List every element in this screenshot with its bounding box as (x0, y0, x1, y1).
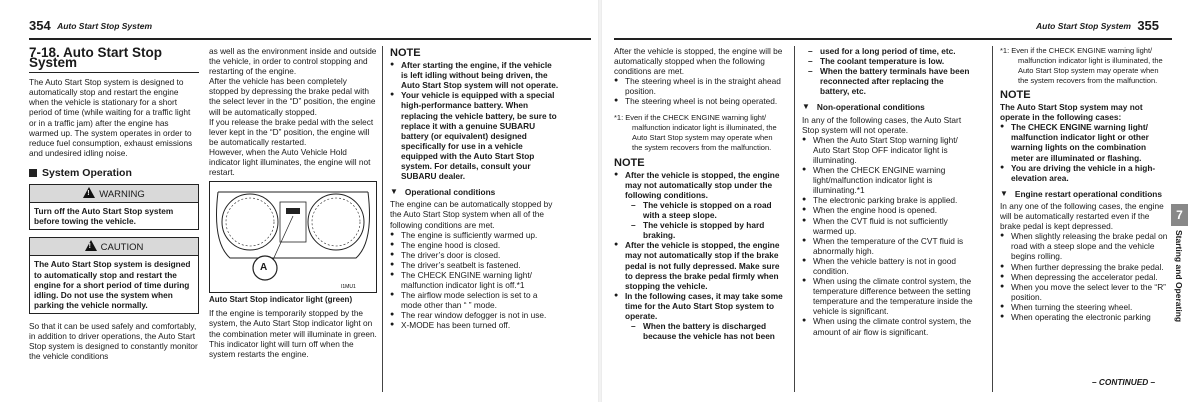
left-page-number: 354 (29, 18, 51, 33)
list-item: ● X-MODE has been turned off. (390, 320, 560, 330)
right-header-rule (614, 38, 1172, 40)
list-item: ● The electronic parking brake is applied. (802, 195, 974, 205)
op-cond-intro: The engine can be automatically stopped by the Auto Start Stop system when all of the following conditions are met. (390, 199, 553, 230)
list-item: ● The CHECK ENGINE warning light/ malfunction indicator light is off.*1 (390, 270, 560, 290)
list-item: ● When operating the electronic parking (1000, 312, 1170, 322)
note-subitem: – When the battery is discharged because the vehicle has not been (625, 321, 784, 341)
nonop-list (802, 135, 974, 337)
list-item: ● When using the climate control system, the amount of air flow is significant. (802, 316, 974, 336)
warning-box (29, 184, 199, 230)
left-column-3 (390, 46, 560, 331)
caution-triangle-icon (85, 240, 97, 251)
col2-paragraph-4: However, when the Auto Vehicle Hold indicator light illuminates, the engine will not restart. (209, 146, 371, 178)
footnote-2: *1: Even if the CHECK ENGINE warning light/ malfunction indicator light is illuminated, the Auto Start Stop system may operate when the system recovers from the malfunction. (1000, 46, 1163, 85)
down-triangle-icon: ▼ (1000, 188, 1008, 198)
right-column-divider-1 (794, 46, 795, 392)
down-triangle-icon: ▼ (802, 102, 810, 112)
list-item: ● The driver’s door is closed. (390, 250, 560, 260)
note-item: ● After the vehicle is stopped, the engine may not automatically stop under the following conditions. – The vehicle is stopped on a road with a steep slope. – The vehicle is stopped by hard braking. (614, 170, 784, 241)
note-label-right: NOTE (614, 156, 645, 169)
note-list (390, 60, 560, 181)
nonop-intro: In any of the following cases, the Auto Start Stop system will not operate. (802, 114, 962, 135)
col2-after-figure: If the engine is temporarily stopped by the system, the Auto Start Stop indicator light on the combination meter will illuminate in green. This indicator light will turn off when the system restarts the engine. (209, 308, 377, 359)
note-subitem: – The vehicle is stopped by hard braking. (625, 220, 784, 240)
right-page-number: 355 (1137, 18, 1160, 33)
op-cond-list (390, 230, 560, 331)
left-column-2 (209, 46, 377, 359)
list-item: ● When the engine hood is opened. (802, 205, 974, 215)
col2-paragraph-2: After the vehicle has been completely stopped by depressing the brake pedal with the select lever in the “D” position, the engine will be automatically stopped. (209, 76, 376, 117)
list-item: ● When the temperature of the CVT fluid is abnormally high. (802, 236, 974, 256)
auto-stop-a-icon: A (260, 262, 268, 274)
restart-intro: In any one of the following cases, the engine will be automatically restarted even if the brake pedal is kept depressed. (1000, 200, 1164, 232)
list-item: ● The steering wheel is not being operated. (614, 96, 784, 106)
right-page (600, 0, 1200, 402)
left-header-title: Auto Start Stop System (57, 21, 153, 31)
note2-list (1000, 122, 1170, 183)
note-subitem: – When the battery terminals have been reconnected after replacing the battery, etc. (802, 66, 974, 96)
warning-triangle-icon (83, 187, 95, 198)
operational-conditions-heading: ▼ Operational conditions (390, 187, 496, 198)
note-label: NOTE (390, 47, 421, 59)
caution-text: The Auto Start Stop system is designed to automatically stop and restart the engine for a short period of time during idling. Do not use the system when parking the vehicle normally. (34, 259, 191, 310)
section-title: 7-18. Auto Start Stop System (29, 48, 199, 73)
list-item: ● When the Auto Start Stop warning light/ Auto Start Stop OFF indicator light is illuminating. (802, 135, 974, 165)
non-operational-heading: ▼ Non-operational conditions (802, 102, 925, 113)
system-operation-heading: System Operation (29, 168, 199, 178)
continued-note-list (802, 46, 974, 96)
list-item: ● The steering wheel is in the straight ahead position. (614, 76, 784, 96)
left-header-rule (29, 38, 591, 40)
chapter-tab: 7 (1171, 204, 1188, 226)
note-item: ● After the vehicle is stopped, the engine may not automatically stop if the brake pedal is not fully depressed. Make sure to depress the brake pedal firmly when stopping the vehicle. (614, 240, 784, 290)
figure-code: I1MU1 (341, 284, 356, 291)
col2-paragraph-3: If you release the brake pedal with the select lever kept in the “D” position, the engine will be automatically restarted. (209, 116, 374, 147)
note-item: ● After starting the engine, if the vehicle is left idling without being driven, the Auto Start Stop system will not operate. (390, 60, 560, 90)
warning-text: Turn off the Auto Start Stop system before towing the vehicle. (34, 206, 174, 227)
col2-paragraph-1: as well as the environment inside and outside the vehicle, in order to control stopping and restarting of the engine. (209, 46, 377, 77)
list-item: ● The engine hood is closed. (390, 240, 560, 250)
list-item: ● When the vehicle battery is not in good condition. (802, 256, 974, 276)
list-item: ● The engine is sufficiently warmed up. (390, 230, 560, 240)
note-label-right-2: NOTE (1000, 89, 1031, 101)
warning-header: !WARNING (30, 185, 198, 203)
right-col1-list (614, 76, 784, 106)
note-item: ● In the following cases, it may take some time for the Auto Start Stop system to operate. – When the battery is discharged because the vehicle has not been (614, 291, 784, 341)
right-note-list (614, 170, 784, 342)
right-header-title: Auto Start Stop System (1036, 21, 1131, 31)
note-subitem: – The coolant temperature is low. (802, 56, 974, 66)
continued-text: – used for a long period of time, etc. (802, 46, 974, 56)
list-item: ● The rear window defogger is not in use. (390, 310, 560, 320)
list-item: ● When using the climate control system, the temperature difference between the setting temperature and the temperature inside the vehicle is significant. (802, 276, 974, 316)
intro-paragraph: The Auto Start Stop system is designed to automatically stop and restart the engine when the vehicle is stationary for a short period of time (while waiting for a traffic light or in a traffic jam) after the engine has warmed up. The system operates in order to reduce fuel consumption, exhaust emissions and undesired idling noise. (29, 77, 193, 158)
note-item: ● Your vehicle is equipped with a special high-performance battery. When replacing the vehicle battery, be sure to replace it with a genuine SUBARU battery (or equivalent) designed specifically for use in a vehicle equipped with the Auto Start Stop system. For details, consult your SUBARU dealer. (390, 90, 560, 181)
left-column-1 (29, 46, 199, 361)
note-item: ● The CHECK ENGINE warning light/ malfunction indicator light or other warning lights on the combination meter are illuminated or flashing. (1000, 122, 1170, 162)
indicator-figure (209, 181, 377, 293)
square-bullet-icon (29, 169, 37, 177)
right-col1-intro: After the vehicle is stopped, the engine will be automatically stopped when the following conditions are met. (614, 46, 783, 77)
note-item: ● You are driving the vehicle in a high-elevation area. (1000, 163, 1170, 183)
list-item: ● The driver’s seatbelt is fastened. (390, 260, 560, 270)
note2-intro: The Auto Start Stop system may not operate in the following cases: (1000, 102, 1143, 123)
list-item: ● When slightly releasing the brake pedal on road with a steep slope and the vehicle begins rolling. (1000, 231, 1170, 261)
restart-list (1000, 231, 1170, 322)
list-item: ● When the CVT fluid is not sufficiently warmed up. (802, 216, 974, 236)
caution-box (29, 237, 199, 314)
list-item: ● When you move the select lever to the “R” position. (1000, 282, 1170, 302)
right-column-3 (1000, 46, 1170, 322)
left-page-header (29, 18, 152, 33)
left-column-divider (382, 46, 383, 392)
restart-heading: ▼ Engine restart operational conditions (1000, 188, 1162, 199)
list-item: ● When the CHECK ENGINE warning light/malfunction indicator light is illuminating.*1 (802, 165, 974, 195)
right-page-header (1036, 18, 1159, 33)
after-caution-paragraph: So that it can be used safely and comfortably, in addition to driver operations, the Auto Start Stop system is designed to constantly monitor the vehicle conditions (29, 320, 198, 362)
list-item: ● When turning the steering wheel. (1000, 302, 1170, 312)
footnote-1: *1: Even if the CHECK ENGINE warning light/ malfunction indicator light is illuminated, the Auto Start Stop system may operate when the system recovers from the malfunction. (614, 112, 777, 152)
caution-header: !CAUTION (30, 238, 198, 256)
note-subitem: – The vehicle is stopped on a road with a steep slope. (625, 200, 784, 220)
figure-caption: Auto Start Stop indicator light (green) (209, 295, 353, 305)
list-item: ● When depressing the accelerator pedal. (1000, 272, 1170, 282)
chapter-tab-label: Starting and Operating (1174, 230, 1184, 323)
continued-marker: – CONTINUED – (1092, 377, 1156, 387)
right-column-2 (802, 46, 974, 337)
combination-meter-illustration (210, 182, 376, 294)
down-triangle-icon: ▼ (390, 187, 398, 197)
right-column-divider-2 (992, 46, 993, 392)
list-item: ● The airflow mode selection is set to a mode other than “ ” mode. (390, 290, 560, 310)
right-column-1 (614, 46, 784, 341)
list-item: ● When further depressing the brake pedal. (1000, 262, 1170, 272)
